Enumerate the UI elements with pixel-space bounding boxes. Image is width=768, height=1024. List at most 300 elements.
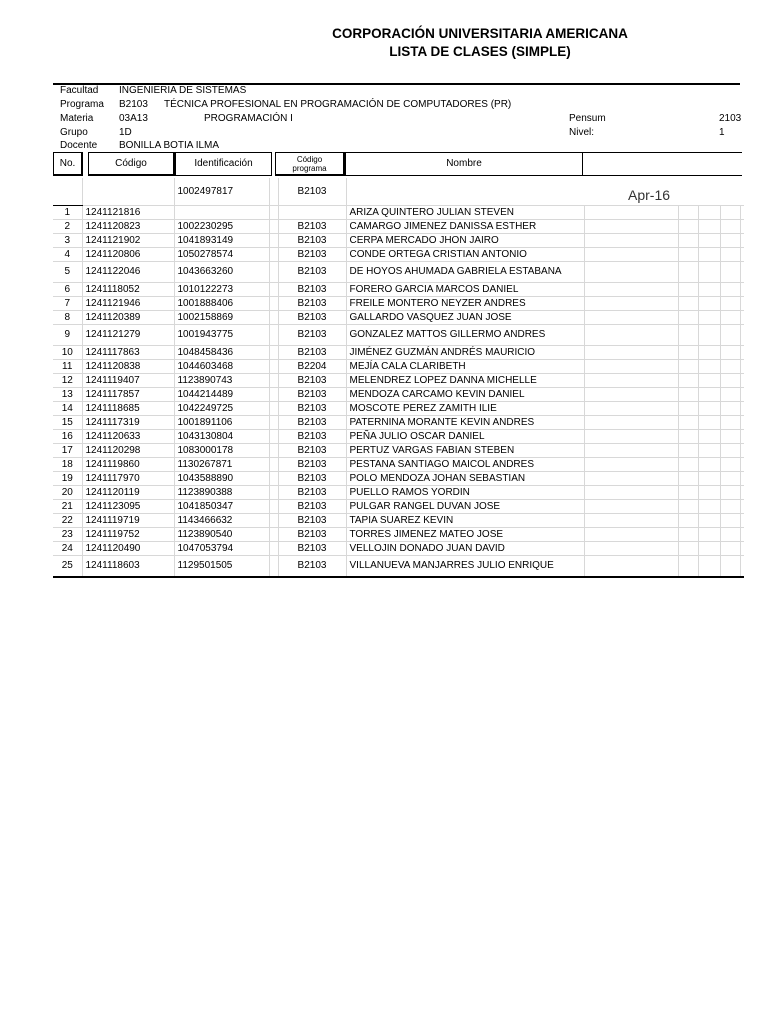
cell-codigo: 1241117857 [82, 388, 174, 402]
cell-attendance [698, 556, 720, 578]
student-table [53, 178, 744, 578]
cell-no: 16 [53, 430, 82, 444]
cell-attendance [740, 248, 744, 262]
cell-attendance [584, 248, 678, 262]
table-row [53, 220, 744, 234]
table-row [53, 360, 744, 374]
cell-nombre: MENDOZA CARCAMO KEVIN DANIEL [346, 388, 584, 402]
cell-attendance [740, 283, 744, 297]
cell-attendance [740, 542, 744, 556]
cell-codigo: 1241119719 [82, 514, 174, 528]
cell-attendance [740, 486, 744, 500]
cell-attendance [720, 458, 740, 472]
cell-attendance [698, 297, 720, 311]
cell-programa: B2103 [278, 472, 346, 486]
cell-identificacion: 1041850347 [174, 500, 269, 514]
cell-codigo: 1241120389 [82, 311, 174, 325]
cell-programa: B2103 [278, 486, 346, 500]
cell-attendance [740, 556, 744, 578]
materia-code: 03A13 [119, 113, 148, 124]
cell-no: 7 [53, 297, 82, 311]
cell-codigo: 1241120838 [82, 360, 174, 374]
table-row [53, 234, 744, 248]
cell-nombre: POLO MENDOZA JOHAN SEBASTIAN [346, 472, 584, 486]
cell-identificacion: 1002497817 [174, 178, 269, 206]
cell-spacer [269, 430, 278, 444]
cell-no: 12 [53, 374, 82, 388]
cell-attendance [698, 416, 720, 430]
cell-spacer [269, 458, 278, 472]
cell-attendance [678, 325, 698, 346]
cell-attendance [678, 458, 698, 472]
cell-nombre: PULGAR RANGEL DUVAN JOSE [346, 500, 584, 514]
cell-attendance [698, 542, 720, 556]
cell-attendance [584, 416, 678, 430]
cell-attendance [740, 500, 744, 514]
cell-attendance [584, 458, 678, 472]
cell-attendance [678, 416, 698, 430]
table-row [53, 430, 744, 444]
cell-no: 11 [53, 360, 82, 374]
cell-spacer [269, 402, 278, 416]
cell-spacer [269, 556, 278, 578]
cell-nombre: TORRES JIMENEZ MATEO JOSE [346, 528, 584, 542]
cell-identificacion: 1143466632 [174, 514, 269, 528]
table-row [53, 374, 744, 388]
cell-programa: B2103 [278, 178, 346, 206]
table-row [53, 311, 744, 325]
docente-label: Docente [60, 140, 98, 151]
cell-no: 18 [53, 458, 82, 472]
cell-nombre: FORERO GARCIA MARCOS DANIEL [346, 283, 584, 297]
cell-attendance [740, 416, 744, 430]
cell-attendance [720, 360, 740, 374]
cell-nombre: GALLARDO VASQUEZ JUAN JOSE [346, 311, 584, 325]
cell-spacer [269, 346, 278, 360]
cell-attendance [740, 325, 744, 346]
cell-attendance [584, 472, 678, 486]
cell-attendance [584, 220, 678, 234]
cell-codigo: 1241120298 [82, 444, 174, 458]
cell-attendance [698, 402, 720, 416]
cell-spacer [269, 248, 278, 262]
cell-codigo: 1241121279 [82, 325, 174, 346]
cell-attendance [698, 262, 720, 283]
cell-attendance [678, 360, 698, 374]
cell-attendance [720, 220, 740, 234]
cell-attendance [740, 374, 744, 388]
cell-identificacion: 1043588890 [174, 472, 269, 486]
cell-spacer [269, 360, 278, 374]
cell-attendance [720, 234, 740, 248]
table-row [53, 500, 744, 514]
column-header-identificacion: Identificación [175, 152, 272, 176]
cell-programa: B2103 [278, 542, 346, 556]
table-row [53, 325, 744, 346]
cell-no: 4 [53, 248, 82, 262]
cell-no: 19 [53, 472, 82, 486]
cell-attendance [678, 248, 698, 262]
cell-programa: B2103 [278, 234, 346, 248]
cell-attendance [678, 311, 698, 325]
cell-spacer [269, 528, 278, 542]
cell-attendance [584, 542, 678, 556]
cell-programa: B2103 [278, 500, 346, 514]
cell-codigo: 1241121816 [82, 206, 174, 220]
cell-attendance [584, 360, 678, 374]
cell-attendance [678, 528, 698, 542]
cell-spacer [269, 220, 278, 234]
cell-attendance [720, 514, 740, 528]
table-row [53, 297, 744, 311]
cell-identificacion: 1010122273 [174, 283, 269, 297]
cell-attendance [678, 556, 698, 578]
cell-attendance [678, 234, 698, 248]
cell-nombre: PESTANA SANTIAGO MAICOL ANDRES [346, 458, 584, 472]
cell-attendance [698, 311, 720, 325]
cell-programa: B2103 [278, 325, 346, 346]
cell-codigo: 1241121946 [82, 297, 174, 311]
cell-attendance [698, 500, 720, 514]
cell-attendance [678, 297, 698, 311]
cell-attendance [698, 325, 720, 346]
table-row [53, 556, 744, 578]
cell-attendance [720, 444, 740, 458]
cell-nombre: ARIZA QUINTERO JULIAN STEVEN [346, 206, 584, 220]
cell-spacer [269, 234, 278, 248]
cell-no: 2 [53, 220, 82, 234]
cell-identificacion: 1123890540 [174, 528, 269, 542]
cell-attendance [678, 402, 698, 416]
cell-attendance [678, 514, 698, 528]
cell-identificacion: 1002158869 [174, 311, 269, 325]
cell-attendance [698, 528, 720, 542]
cell-attendance [740, 234, 744, 248]
cell-attendance [678, 262, 698, 283]
table-row [53, 206, 744, 220]
cell-attendance [678, 444, 698, 458]
cell-attendance [698, 458, 720, 472]
cell-attendance [698, 374, 720, 388]
cell-attendance [678, 283, 698, 297]
nivel-label: Nivel: [569, 127, 595, 138]
cell-attendance [740, 472, 744, 486]
cell-attendance [720, 388, 740, 402]
cell-nombre: PERTUZ VARGAS FABIAN STEBEN [346, 444, 584, 458]
cell-spacer [269, 500, 278, 514]
materia-label: Materia [60, 113, 94, 124]
cell-nombre: TAPIA SUAREZ KEVIN [346, 514, 584, 528]
cell-identificacion: 1002230295 [174, 220, 269, 234]
cell-attendance [698, 514, 720, 528]
cell-attendance [720, 325, 740, 346]
cell-codigo: 1241120633 [82, 430, 174, 444]
cell-nombre: PUELLO RAMOS YORDIN [346, 486, 584, 500]
cell-nombre: JIMÉNEZ GUZMÁN ANDRÉS MAURICIO [346, 346, 584, 360]
cell-no: 21 [53, 500, 82, 514]
facultad-label: Facultad [60, 85, 99, 96]
cell-attendance [584, 402, 678, 416]
cell-attendance [740, 346, 744, 360]
facultad-value: INGENIERIA DE SISTEMAS [119, 85, 247, 96]
cell-attendance [584, 346, 678, 360]
attendance-date: Apr-16 [628, 187, 671, 203]
cell-nombre: PEÑA JULIO OSCAR DANIEL [346, 430, 584, 444]
cell-attendance [584, 283, 678, 297]
cell-attendance [740, 388, 744, 402]
cell-nombre: GONZALEZ MATTOS GILLERMO ANDRES [346, 325, 584, 346]
cell-attendance [698, 430, 720, 444]
cell-programa: B2103 [278, 430, 346, 444]
cell-spacer [269, 297, 278, 311]
cell-programa: B2103 [278, 416, 346, 430]
cell-no: 8 [53, 311, 82, 325]
cell-attendance [740, 458, 744, 472]
cell-spacer [269, 542, 278, 556]
cell-identificacion: 1001891106 [174, 416, 269, 430]
cell-no: 13 [53, 388, 82, 402]
cell-codigo: 1241120823 [82, 220, 174, 234]
cell-spacer [269, 262, 278, 283]
table-row [53, 346, 744, 360]
cell-spacer [269, 311, 278, 325]
cell-attendance [678, 346, 698, 360]
pensum-label: Pensum [569, 113, 606, 124]
cell-programa: B2103 [278, 374, 346, 388]
materia-value: PROGRAMACIÓN I [204, 113, 293, 124]
cell-identificacion [174, 206, 269, 220]
cell-programa: B2103 [278, 297, 346, 311]
cell-attendance [584, 311, 678, 325]
cell-identificacion: 1050278574 [174, 248, 269, 262]
cell-attendance [740, 360, 744, 374]
table-row [53, 528, 744, 542]
table-row [53, 514, 744, 528]
cell-programa: B2204 [278, 360, 346, 374]
cell-identificacion: 1044214489 [174, 388, 269, 402]
cell-attendance [720, 402, 740, 416]
column-header-codigo-programa: Código programa [275, 152, 345, 176]
cell-codigo: 1241120806 [82, 248, 174, 262]
cell-attendance [678, 374, 698, 388]
cell-spacer [269, 472, 278, 486]
student-rows [53, 178, 744, 577]
cell-programa: B2103 [278, 514, 346, 528]
cell-codigo: 1241119752 [82, 528, 174, 542]
cell-codigo: 1241118685 [82, 402, 174, 416]
cell-codigo: 1241118052 [82, 283, 174, 297]
pensum-value: 2103 [719, 113, 742, 124]
cell-identificacion: 1001888406 [174, 297, 269, 311]
table-row [53, 178, 744, 206]
cell-no: 15 [53, 416, 82, 430]
cell-attendance [584, 514, 678, 528]
cell-programa [278, 206, 346, 220]
cell-identificacion: 1043130804 [174, 430, 269, 444]
cell-no: 25 [53, 556, 82, 578]
table-row [53, 283, 744, 297]
cell-no: 6 [53, 283, 82, 297]
cell-programa: B2103 [278, 283, 346, 297]
cell-spacer [269, 486, 278, 500]
cell-programa: B2103 [278, 248, 346, 262]
grupo-label: Grupo [60, 127, 88, 138]
cell-attendance [698, 206, 720, 220]
cell-codigo: 1241120119 [82, 486, 174, 500]
column-header-no: No. [53, 152, 83, 176]
cell-attendance [678, 388, 698, 402]
cell-spacer [269, 514, 278, 528]
cell-programa: B2103 [278, 458, 346, 472]
cell-attendance [584, 556, 678, 578]
cell-identificacion: 1047053794 [174, 542, 269, 556]
cell-identificacion: 1041893149 [174, 234, 269, 248]
cell-attendance [720, 430, 740, 444]
cell-identificacion: 1042249725 [174, 402, 269, 416]
cell-codigo: 1241122046 [82, 262, 174, 283]
cell-attendance [678, 430, 698, 444]
cell-identificacion: 1044603468 [174, 360, 269, 374]
cell-codigo: 1241118603 [82, 556, 174, 578]
institution-title: CORPORACIÓN UNIVERSITARIA AMERICANA [332, 26, 628, 41]
cell-attendance [740, 206, 744, 220]
cell-attendance [584, 297, 678, 311]
cell-spacer [269, 206, 278, 220]
cell-identificacion: 1123890388 [174, 486, 269, 500]
cell-attendance [678, 486, 698, 500]
cell-spacer [269, 388, 278, 402]
cell-attendance [678, 500, 698, 514]
cell-attendance [720, 374, 740, 388]
cell-identificacion: 1001943775 [174, 325, 269, 346]
cell-attendance [678, 220, 698, 234]
table-row [53, 486, 744, 500]
cell-attendance [584, 444, 678, 458]
cell-attendance [678, 472, 698, 486]
cell-attendance [584, 388, 678, 402]
cell-nombre: CONDE ORTEGA CRISTIAN ANTONIO [346, 248, 584, 262]
cell-attendance [698, 248, 720, 262]
cell-attendance [698, 472, 720, 486]
cell-nombre: FREILE MONTERO NEYZER ANDRES [346, 297, 584, 311]
cell-attendance [720, 262, 740, 283]
cell-no: 17 [53, 444, 82, 458]
cell-attendance [678, 206, 698, 220]
cell-attendance [584, 234, 678, 248]
cell-attendance [698, 444, 720, 458]
cell-identificacion: 1043663260 [174, 262, 269, 283]
table-row [53, 458, 744, 472]
cell-attendance [720, 556, 740, 578]
report-title: LISTA DE CLASES (SIMPLE) [389, 44, 571, 59]
cell-attendance [698, 486, 720, 500]
cell-attendance [720, 528, 740, 542]
table-row [53, 402, 744, 416]
cell-identificacion: 1123890743 [174, 374, 269, 388]
cell-nombre: MEJÍA CALA CLARIBETH [346, 360, 584, 374]
cell-nombre: DE HOYOS AHUMADA GABRIELA ESTABANA [346, 262, 584, 283]
cell-nombre: VILLANUEVA MANJARRES JULIO ENRIQUE [346, 556, 584, 578]
table-row [53, 416, 744, 430]
cell-attendance [698, 283, 720, 297]
cell-programa: B2103 [278, 528, 346, 542]
cell-codigo: 1241117970 [82, 472, 174, 486]
table-row [53, 388, 744, 402]
cell-no: 5 [53, 262, 82, 283]
cell-nombre: MELENDREZ LOPEZ DANNA MICHELLE [346, 374, 584, 388]
cell-codigo: 1241117863 [82, 346, 174, 360]
cell-programa: B2103 [278, 402, 346, 416]
cell-nombre: CERPA MERCADO JHON JAIRO [346, 234, 584, 248]
cell-no: 23 [53, 528, 82, 542]
cell-no: 14 [53, 402, 82, 416]
programa-label: Programa [60, 99, 104, 110]
cell-identificacion: 1048458436 [174, 346, 269, 360]
cell-codigo: 1241117319 [82, 416, 174, 430]
cell-identificacion: 1129501505 [174, 556, 269, 578]
cell-attendance [720, 500, 740, 514]
cell-codigo: 1241119860 [82, 458, 174, 472]
cell-codigo: 1241119407 [82, 374, 174, 388]
cell-nombre: MOSCOTE PEREZ ZAMITH ILIE [346, 402, 584, 416]
cell-attendance [740, 402, 744, 416]
cell-attendance [720, 248, 740, 262]
cell-attendance [698, 388, 720, 402]
column-header-codigo: Código [88, 152, 175, 176]
cell-attendance [720, 206, 740, 220]
nivel-value: 1 [719, 127, 725, 138]
cell-programa: B2103 [278, 311, 346, 325]
cell-attendance [584, 486, 678, 500]
cell-attendance [698, 234, 720, 248]
cell-programa: B2103 [278, 262, 346, 283]
cell-attendance [740, 430, 744, 444]
table-row [53, 542, 744, 556]
cell-attendance [720, 297, 740, 311]
cell-no: 20 [53, 486, 82, 500]
cell-attendance [584, 528, 678, 542]
cell-attendance [698, 346, 720, 360]
grupo-value: 1D [119, 127, 132, 138]
cell-no: 3 [53, 234, 82, 248]
cell-attendance [584, 430, 678, 444]
cell-identificacion: 1130267871 [174, 458, 269, 472]
cell-attendance [740, 528, 744, 542]
cell-spacer [269, 374, 278, 388]
table-row [53, 248, 744, 262]
cell-spacer [269, 444, 278, 458]
table-row [53, 262, 744, 283]
cell-programa: B2103 [278, 346, 346, 360]
cell-codigo: 1241120490 [82, 542, 174, 556]
cell-spacer [269, 325, 278, 346]
cell-attendance [698, 220, 720, 234]
cell-programa: B2103 [278, 556, 346, 578]
cell-no: 9 [53, 325, 82, 346]
column-header-attendance [582, 152, 742, 176]
cell-attendance [720, 311, 740, 325]
programa-value: TÉCNICA PROFESIONAL EN PROGRAMACIÓN DE COMPUTADORES (PR) [164, 99, 512, 110]
cell-attendance [740, 444, 744, 458]
cell-attendance [698, 360, 720, 374]
cell-attendance [584, 262, 678, 283]
cell-codigo: 1241121902 [82, 234, 174, 248]
cell-spacer [269, 416, 278, 430]
cell-attendance [720, 283, 740, 297]
cell-nombre: PATERNINA MORANTE KEVIN ANDRES [346, 416, 584, 430]
cell-attendance [740, 262, 744, 283]
cell-nombre: VELLOJIN DONADO JUAN DAVID [346, 542, 584, 556]
